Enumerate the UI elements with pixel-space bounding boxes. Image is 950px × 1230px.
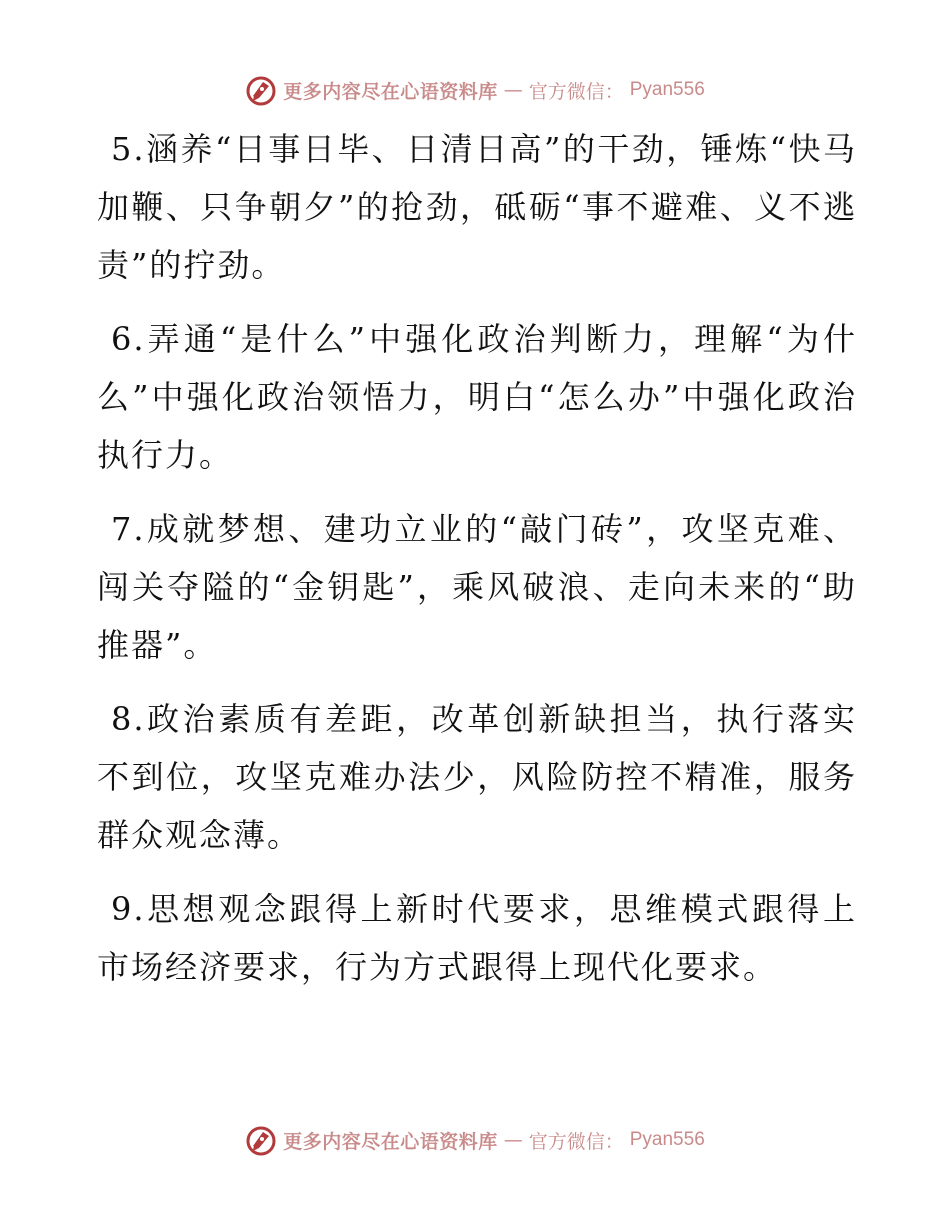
page-footer <box>0 1120 950 1160</box>
footer-subtitle: 官方微信： <box>528 1130 624 1153</box>
document-body <box>97 120 857 1012</box>
footer-brand <box>245 1124 705 1156</box>
list-item <box>97 690 857 864</box>
item-number: 7. <box>111 510 146 548</box>
pen-nib-logo-icon <box>245 1124 277 1156</box>
header-brand <box>245 74 705 106</box>
footer-account: Pyan556 <box>629 1129 705 1150</box>
item-text: 政治素质有差距，改革创新缺担当，执行落实不到位，攻坚克难办法少，风险防控不精准，服务群众观念薄。 <box>97 700 857 854</box>
list-item <box>97 120 857 294</box>
page-header <box>0 70 950 110</box>
header-brand-text: 更多内容尽在心语资料库 <box>283 80 498 103</box>
footer-separator: — <box>503 1129 523 1151</box>
header-subtitle: 官方微信： <box>528 80 624 103</box>
header-account: Pyan556 <box>629 79 705 100</box>
item-number: 9. <box>111 890 146 928</box>
header-separator: — <box>503 79 523 101</box>
item-text: 弄通“是什么”中强化政治判断力，理解“为什么”中强化政治领悟力，明白“怎么办”中强化政治执行力。 <box>97 320 857 474</box>
footer-brand-text: 更多内容尽在心语资料库 <box>283 1130 498 1153</box>
item-number: 5. <box>111 130 146 168</box>
item-number: 6. <box>111 320 146 358</box>
pen-nib-logo-icon <box>245 74 277 106</box>
item-number: 8. <box>111 700 146 738</box>
list-item <box>97 500 857 674</box>
item-text: 涵养“日事日毕、日清日高”的干劲，锤炼“快马加鞭、只争朝夕”的抢劲，砥砺“事不避难、义不逃责”的拧劲。 <box>97 130 857 284</box>
item-text: 成就梦想、建功立业的“敲门砖”，攻坚克难、闯关夺隘的“金钥匙”，乘风破浪、走向未来的“助推器”。 <box>97 510 857 664</box>
list-item <box>97 880 857 996</box>
list-item <box>97 310 857 484</box>
item-text: 思想观念跟得上新时代要求，思维模式跟得上市场经济要求，行为方式跟得上现代化要求。 <box>97 890 857 986</box>
